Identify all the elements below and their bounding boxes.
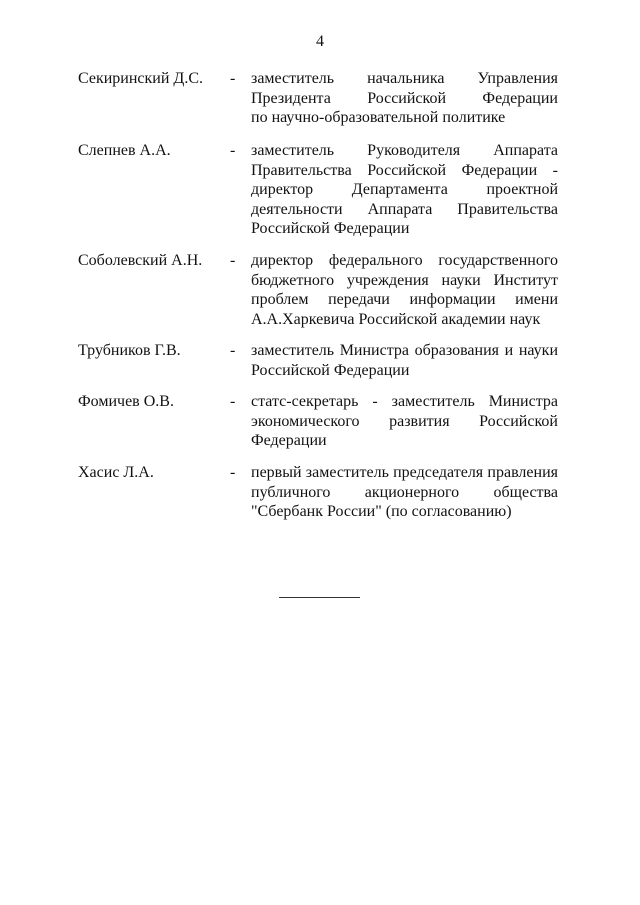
position-line: "Сбербанк России" (по согласованию) xyxy=(251,503,512,520)
end-of-document-rule xyxy=(279,597,360,598)
position-line: заместитель Министра образования и науки xyxy=(251,342,558,359)
member-position xyxy=(251,463,558,522)
member-name: Секиринский Д.С. xyxy=(78,70,204,87)
position-line: директор федерального государственного xyxy=(251,252,558,269)
position-line: директор Департамента проектной xyxy=(251,181,558,198)
position-line: экономического развития Российской xyxy=(251,412,558,430)
member-name: Слепнев А.А. xyxy=(78,142,171,159)
position-line: Президента Российской Федерации xyxy=(251,89,558,107)
position-line: А.А.Харкевича Российской академии наук xyxy=(251,310,541,328)
position-line: по научно-образовательной политике xyxy=(251,109,506,126)
position-line: Федерации xyxy=(251,432,327,449)
position-line: деятельности Аппарата Правительства xyxy=(251,200,558,218)
member-name: Фомичев О.В. xyxy=(78,393,174,410)
member-position xyxy=(251,341,558,380)
position-line: заместитель начальника Управления xyxy=(251,70,558,87)
member-dash: - xyxy=(230,252,236,269)
member-position xyxy=(251,141,558,239)
member-dash: - xyxy=(230,142,236,159)
page-number: 4 xyxy=(316,33,324,50)
position-line: проблем передачи информации имени xyxy=(251,291,558,308)
position-line: Российской Федерации xyxy=(251,361,410,379)
position-line: статс-секретарь - заместитель Министра xyxy=(251,393,558,410)
member-dash: - xyxy=(230,393,236,410)
member-name: Трубников Г.В. xyxy=(78,342,181,359)
member-name: Хасис Л.А. xyxy=(78,464,154,481)
member-position xyxy=(251,392,558,451)
position-line: Российской Федерации xyxy=(251,220,410,237)
member-dash: - xyxy=(230,464,236,481)
position-line: публичного акционерного общества xyxy=(251,483,558,501)
member-dash: - xyxy=(230,342,236,359)
position-line: Правительства Российской Федерации - xyxy=(251,161,558,179)
position-line: первый заместитель председателя правления xyxy=(251,464,558,481)
position-line: заместитель Руководителя Аппарата xyxy=(251,142,558,159)
member-position xyxy=(251,69,558,128)
member-position xyxy=(251,251,558,329)
member-name: Соболевский А.Н. xyxy=(78,252,203,269)
position-line: бюджетного учреждения науки Институт xyxy=(251,271,558,289)
member-dash: - xyxy=(230,70,236,87)
